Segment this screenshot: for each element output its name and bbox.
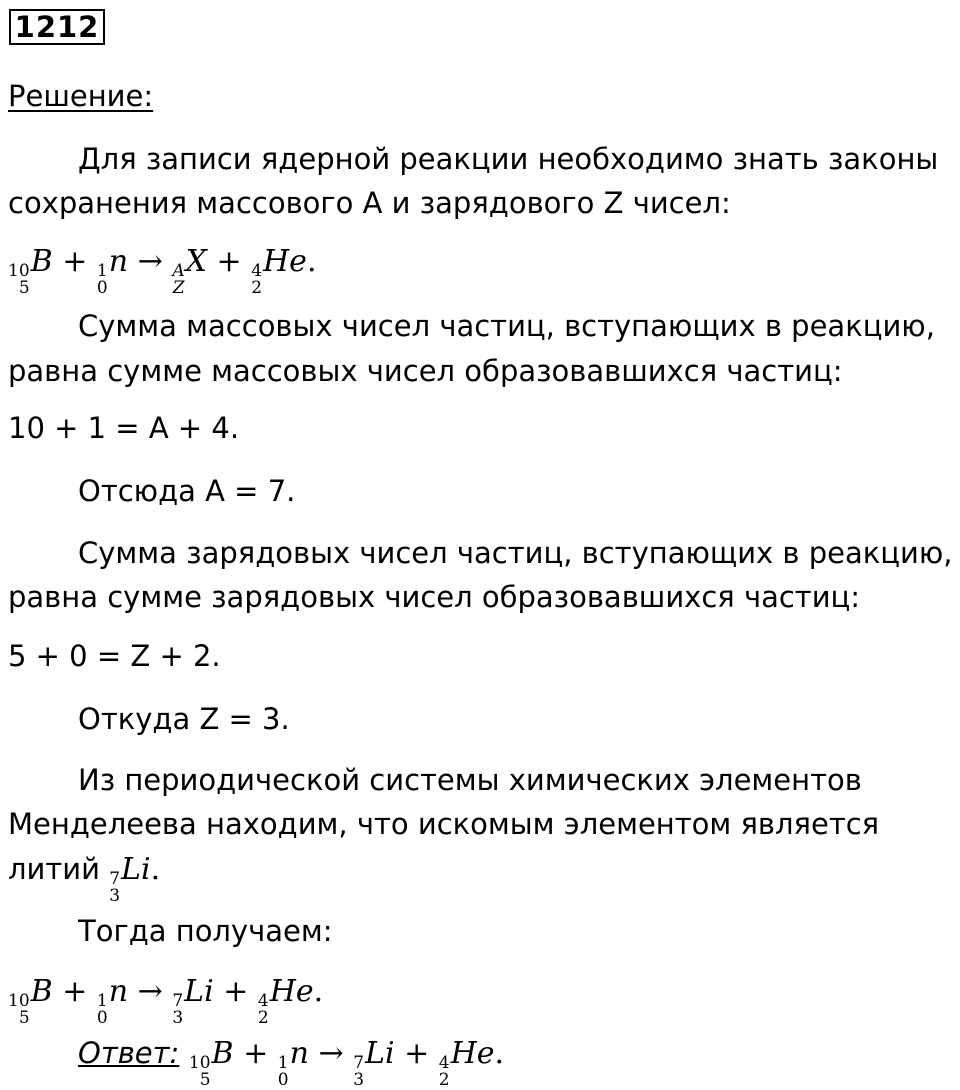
paragraph-2-line-2: равна сумме массовых чисел образовавшихся частиц: xyxy=(8,354,843,388)
mass-number: 7 xyxy=(353,1053,365,1073)
paragraph-3-line-2: равна сумме зарядовых чисел образовавшихся частиц: xyxy=(8,580,861,614)
element-symbol: Li xyxy=(184,974,214,1009)
plus-sign: + xyxy=(216,244,242,279)
charge-number: 2 xyxy=(438,1070,450,1090)
then-text: Тогда получаем: xyxy=(78,914,333,948)
mass-number: 4 xyxy=(251,261,263,281)
paragraph-4-line-1: Из периодической системы химических элементов xyxy=(78,763,862,797)
charge-number: 5 xyxy=(199,1070,211,1090)
paragraph-3-line-1: Сумма зарядовых чисел частиц, вступающих в реакцию, xyxy=(78,536,953,570)
lithium-text: литий xyxy=(8,852,110,886)
element-symbol: n xyxy=(108,244,129,279)
mass-number: 10 xyxy=(8,261,30,281)
answer-label: Ответ: xyxy=(78,1036,180,1070)
plus-sign: + xyxy=(243,1036,269,1071)
nuclide-neutron xyxy=(97,243,128,297)
plus-sign: + xyxy=(62,974,88,1009)
nuclide-boron xyxy=(189,1035,234,1089)
nuclide-helium xyxy=(251,243,307,297)
charge-number: 0 xyxy=(277,1070,289,1090)
element-symbol: X xyxy=(185,244,207,279)
mass-number: 1 xyxy=(96,261,108,281)
answer-line xyxy=(78,1034,504,1089)
charge-number: 2 xyxy=(257,1008,269,1028)
mass-number: 4 xyxy=(257,991,269,1011)
mass-result: Отсюда A = 7. xyxy=(78,474,296,508)
nuclide-helium xyxy=(439,1035,495,1089)
nuclide-boron xyxy=(8,243,53,297)
mass-number: 4 xyxy=(438,1053,450,1073)
element-symbol: B xyxy=(30,244,53,279)
charge-result: Откуда Z = 3. xyxy=(78,702,290,736)
reaction-final xyxy=(8,973,323,1027)
charge-equation: 5 + 0 = Z + 2. xyxy=(8,639,221,673)
charge-number: 5 xyxy=(18,278,30,298)
plus-sign: + xyxy=(223,974,249,1009)
charge-number: 3 xyxy=(172,1008,184,1028)
paragraph-2-line-1: Сумма массовых чисел частиц, вступающих в реакцию, xyxy=(78,309,935,343)
mass-equation: 10 + 1 = A + 4. xyxy=(8,411,240,445)
element-symbol: He xyxy=(263,244,307,279)
period: . xyxy=(313,974,324,1009)
nuclide-lithium xyxy=(109,851,160,905)
solution-heading: Решение: xyxy=(8,79,154,113)
nuclide-helium xyxy=(258,973,314,1027)
charge-number: Z xyxy=(172,278,185,298)
element-symbol: He xyxy=(269,974,314,1009)
charge-number: 0 xyxy=(96,278,108,298)
mass-number: A xyxy=(172,261,185,281)
paragraph-4-line-2: Менделеева находим, что искомым элементом является xyxy=(8,807,880,841)
nuclide-unknown xyxy=(172,243,207,297)
nuclide-lithium xyxy=(353,1035,394,1089)
mass-number: 10 xyxy=(188,1053,211,1073)
charge-number: 3 xyxy=(353,1070,365,1090)
plus-sign: + xyxy=(404,1036,430,1071)
reaction-arrow: → xyxy=(137,244,163,279)
period: . xyxy=(494,1036,505,1071)
mass-number: 7 xyxy=(172,991,184,1011)
plus-sign: + xyxy=(62,244,88,279)
period: . xyxy=(150,852,161,887)
mass-number: 7 xyxy=(109,869,121,889)
paragraph-1-line-2: сохранения массового А и зарядового Z чисел: xyxy=(8,186,731,220)
reaction-arrow: → xyxy=(318,1036,344,1071)
paragraph-1-line-1: Для записи ядерной реакции необходимо знать законы xyxy=(78,142,939,176)
reaction-arrow: → xyxy=(137,974,163,1009)
charge-number: 5 xyxy=(18,1008,30,1028)
paragraph-4-line-3 xyxy=(8,850,160,905)
element-symbol: n xyxy=(108,974,129,1009)
mass-number: 10 xyxy=(8,991,30,1011)
reaction-general xyxy=(8,243,316,297)
element-symbol: B xyxy=(30,974,53,1009)
element-symbol: Li xyxy=(365,1036,395,1071)
nuclide-boron xyxy=(8,973,53,1027)
element-symbol: He xyxy=(450,1036,495,1071)
charge-number: 2 xyxy=(251,278,263,298)
period: . xyxy=(306,244,317,279)
nuclide-neutron xyxy=(97,973,128,1027)
problem-number-badge: 1212 xyxy=(9,9,105,45)
element-symbol: n xyxy=(289,1036,309,1071)
charge-number: 0 xyxy=(96,1008,108,1028)
mass-number: 1 xyxy=(277,1053,289,1073)
nuclide-lithium xyxy=(172,973,213,1027)
charge-number: 3 xyxy=(109,886,121,906)
element-symbol: B xyxy=(211,1036,234,1071)
element-symbol: Li xyxy=(121,852,151,887)
mass-number: 1 xyxy=(96,991,108,1011)
nuclide-neutron xyxy=(278,1035,309,1089)
